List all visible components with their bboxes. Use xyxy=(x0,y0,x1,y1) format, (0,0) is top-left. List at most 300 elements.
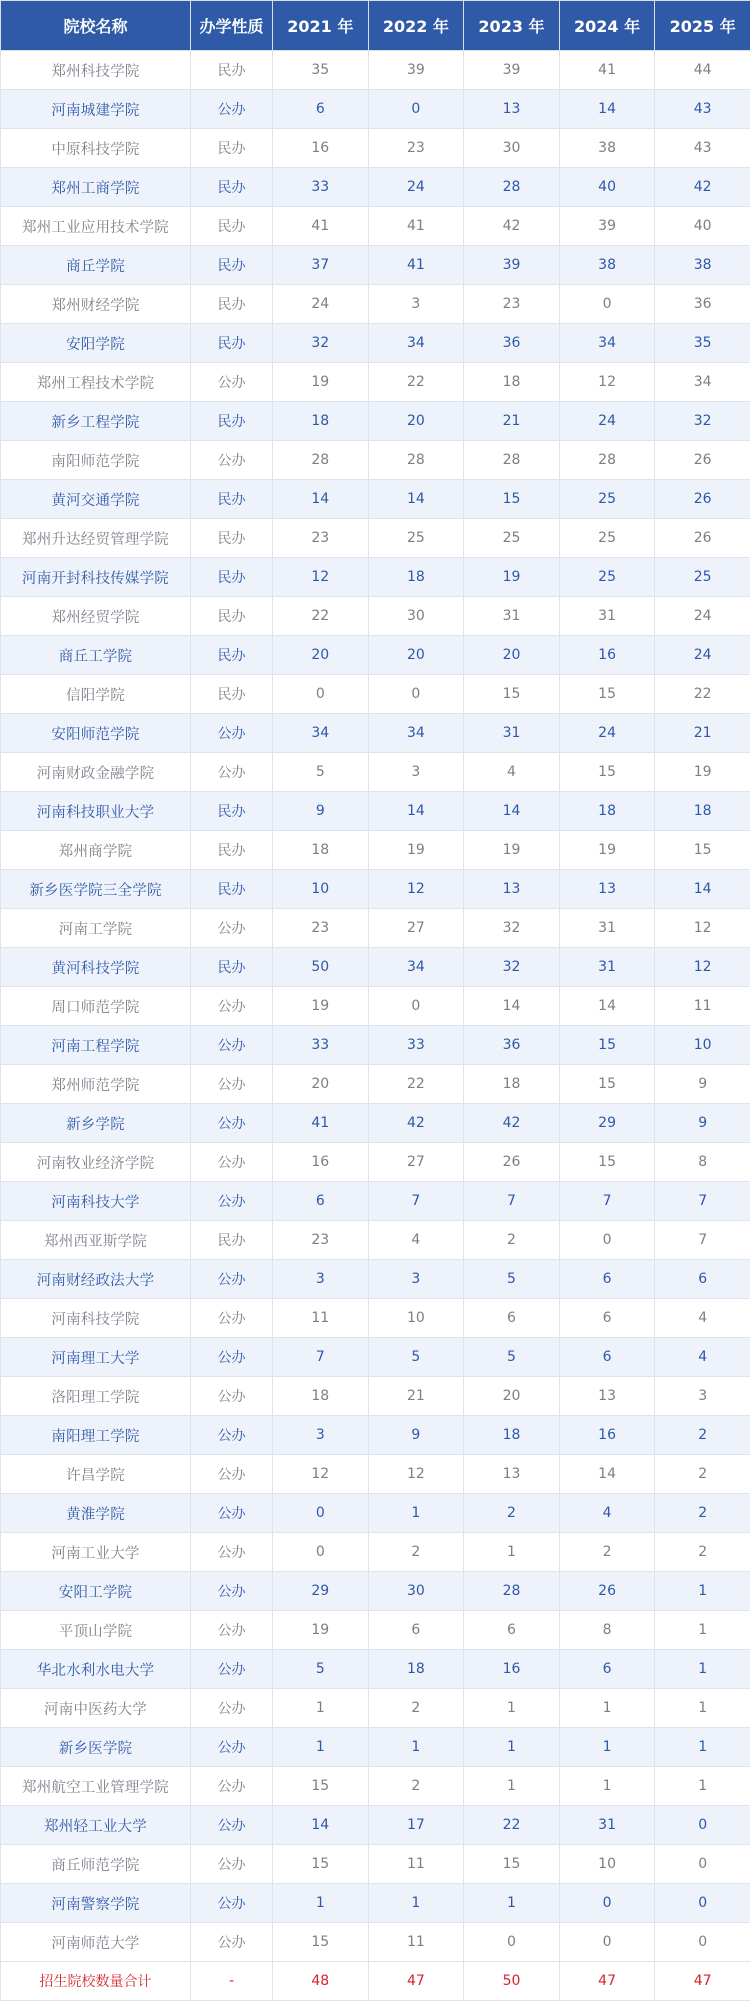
cell-count: 31 xyxy=(559,1806,655,1845)
cell-count: 1 xyxy=(655,1728,750,1767)
cell-count: 14 xyxy=(368,480,464,519)
cell-count: 5 xyxy=(273,753,369,792)
cell-school-name: 郑州经贸学院 xyxy=(1,597,191,636)
cell-count: 4 xyxy=(655,1338,750,1377)
cell-count: 19 xyxy=(464,831,560,870)
cell-count: 15 xyxy=(559,675,655,714)
table-row xyxy=(1,1650,750,1689)
cell-count: 15 xyxy=(559,1065,655,1104)
cell-school-name: 河南城建学院 xyxy=(1,90,191,129)
cell-count: 1 xyxy=(655,1767,750,1806)
cell-count: 26 xyxy=(655,519,750,558)
table-row xyxy=(1,1572,750,1611)
cell-count: 20 xyxy=(368,636,464,675)
cell-school-type: 民办 xyxy=(191,675,273,714)
cell-count: 1 xyxy=(559,1728,655,1767)
total-cell: 48 xyxy=(273,1962,369,2001)
cell-school-name: 河南财政金融学院 xyxy=(1,753,191,792)
table-row xyxy=(1,948,750,987)
cell-school-type: 公办 xyxy=(191,1416,273,1455)
cell-school-name: 安阳学院 xyxy=(1,324,191,363)
cell-count: 0 xyxy=(559,1923,655,1962)
cell-count: 41 xyxy=(368,207,464,246)
cell-count: 16 xyxy=(464,1650,560,1689)
cell-count: 9 xyxy=(655,1065,750,1104)
cell-count: 20 xyxy=(464,636,560,675)
cell-school-type: 民办 xyxy=(191,324,273,363)
cell-count: 28 xyxy=(464,1572,560,1611)
cell-school-type: 民办 xyxy=(191,597,273,636)
cell-school-type: 公办 xyxy=(191,1845,273,1884)
table-row xyxy=(1,1221,750,1260)
table-row xyxy=(1,246,750,285)
cell-count: 11 xyxy=(368,1923,464,1962)
cell-count: 11 xyxy=(368,1845,464,1884)
cell-count: 28 xyxy=(464,168,560,207)
table-row xyxy=(1,324,750,363)
cell-count: 16 xyxy=(559,1416,655,1455)
cell-count: 6 xyxy=(559,1650,655,1689)
cell-count: 20 xyxy=(273,1065,369,1104)
cell-count: 1 xyxy=(368,1494,464,1533)
cell-school-type: 公办 xyxy=(191,1104,273,1143)
cell-count: 18 xyxy=(273,402,369,441)
cell-count: 7 xyxy=(655,1221,750,1260)
cell-count: 24 xyxy=(655,636,750,675)
cell-count: 42 xyxy=(464,1104,560,1143)
cell-count: 34 xyxy=(273,714,369,753)
cell-school-name: 郑州西亚斯学院 xyxy=(1,1221,191,1260)
cell-count: 13 xyxy=(559,870,655,909)
table-row xyxy=(1,363,750,402)
table-row xyxy=(1,597,750,636)
cell-count: 22 xyxy=(464,1806,560,1845)
cell-count: 35 xyxy=(273,51,369,90)
cell-count: 11 xyxy=(655,987,750,1026)
cell-count: 3 xyxy=(368,1260,464,1299)
cell-school-type: 民办 xyxy=(191,870,273,909)
table-row xyxy=(1,636,750,675)
cell-school-name: 河南工业大学 xyxy=(1,1533,191,1572)
cell-count: 34 xyxy=(368,948,464,987)
cell-count: 1 xyxy=(464,1767,560,1806)
cell-count: 16 xyxy=(273,129,369,168)
cell-count: 33 xyxy=(368,1026,464,1065)
table-row xyxy=(1,1806,750,1845)
cell-school-type: 公办 xyxy=(191,714,273,753)
table-row xyxy=(1,558,750,597)
cell-count: 4 xyxy=(368,1221,464,1260)
cell-count: 15 xyxy=(464,1845,560,1884)
cell-count: 2 xyxy=(655,1416,750,1455)
cell-count: 12 xyxy=(559,363,655,402)
cell-count: 15 xyxy=(464,480,560,519)
cell-count: 1 xyxy=(655,1689,750,1728)
cell-school-type: 公办 xyxy=(191,1182,273,1221)
table-row xyxy=(1,1728,750,1767)
total-label: 招生院校数量合计 xyxy=(1,1962,191,2001)
cell-school-name: 黄淮学院 xyxy=(1,1494,191,1533)
cell-school-name: 河南开封科技传媒学院 xyxy=(1,558,191,597)
cell-count: 19 xyxy=(273,1611,369,1650)
cell-school-name: 河南工程学院 xyxy=(1,1026,191,1065)
cell-count: 21 xyxy=(655,714,750,753)
cell-count: 14 xyxy=(273,1806,369,1845)
cell-count: 29 xyxy=(559,1104,655,1143)
cell-count: 21 xyxy=(464,402,560,441)
cell-school-type: 公办 xyxy=(191,1533,273,1572)
cell-school-name: 河南中医药大学 xyxy=(1,1689,191,1728)
cell-school-name: 新乡工程学院 xyxy=(1,402,191,441)
cell-school-name: 安阳师范学院 xyxy=(1,714,191,753)
cell-count: 0 xyxy=(368,675,464,714)
table-row xyxy=(1,1494,750,1533)
cell-school-type: 公办 xyxy=(191,1923,273,1962)
table-row xyxy=(1,1416,750,1455)
cell-count: 23 xyxy=(464,285,560,324)
cell-school-name: 商丘工学院 xyxy=(1,636,191,675)
cell-count: 14 xyxy=(464,792,560,831)
cell-count: 15 xyxy=(273,1923,369,1962)
cell-count: 4 xyxy=(655,1299,750,1338)
cell-count: 33 xyxy=(273,168,369,207)
cell-count: 0 xyxy=(368,90,464,129)
cell-count: 41 xyxy=(273,207,369,246)
table-row xyxy=(1,129,750,168)
cell-count: 12 xyxy=(368,870,464,909)
cell-count: 3 xyxy=(368,753,464,792)
cell-school-name: 郑州升达经贸管理学院 xyxy=(1,519,191,558)
table-row xyxy=(1,207,750,246)
cell-school-type: 公办 xyxy=(191,1143,273,1182)
cell-school-name: 商丘师范学院 xyxy=(1,1845,191,1884)
table-row xyxy=(1,1611,750,1650)
cell-count: 8 xyxy=(559,1611,655,1650)
cell-count: 3 xyxy=(273,1260,369,1299)
cell-count: 29 xyxy=(273,1572,369,1611)
cell-count: 15 xyxy=(559,1143,655,1182)
cell-count: 0 xyxy=(273,1533,369,1572)
cell-count: 25 xyxy=(559,480,655,519)
table-row xyxy=(1,1143,750,1182)
cell-count: 14 xyxy=(655,870,750,909)
cell-count: 16 xyxy=(559,636,655,675)
cell-count: 14 xyxy=(559,987,655,1026)
table-body xyxy=(1,51,750,2001)
header-year: 2024 年 xyxy=(559,1,655,51)
table-row xyxy=(1,1689,750,1728)
cell-school-name: 河南师范大学 xyxy=(1,1923,191,1962)
cell-count: 31 xyxy=(559,909,655,948)
cell-school-name: 河南工学院 xyxy=(1,909,191,948)
cell-count: 23 xyxy=(273,909,369,948)
cell-count: 18 xyxy=(464,1065,560,1104)
table-row xyxy=(1,1455,750,1494)
cell-count: 26 xyxy=(655,480,750,519)
cell-count: 3 xyxy=(273,1416,369,1455)
cell-school-type: 公办 xyxy=(191,1494,273,1533)
cell-count: 25 xyxy=(559,558,655,597)
cell-count: 43 xyxy=(655,129,750,168)
cell-school-name: 中原科技学院 xyxy=(1,129,191,168)
cell-school-type: 公办 xyxy=(191,753,273,792)
cell-school-type: 公办 xyxy=(191,987,273,1026)
cell-count: 0 xyxy=(368,987,464,1026)
cell-count: 0 xyxy=(464,1923,560,1962)
header-year: 2023 年 xyxy=(464,1,560,51)
cell-count: 38 xyxy=(559,129,655,168)
cell-count: 34 xyxy=(368,714,464,753)
table-row xyxy=(1,1377,750,1416)
cell-school-type: 民办 xyxy=(191,402,273,441)
cell-count: 10 xyxy=(655,1026,750,1065)
cell-school-type: 公办 xyxy=(191,1806,273,1845)
cell-count: 34 xyxy=(559,324,655,363)
cell-school-name: 郑州工程技术学院 xyxy=(1,363,191,402)
cell-count: 1 xyxy=(464,1728,560,1767)
cell-count: 10 xyxy=(273,870,369,909)
cell-count: 9 xyxy=(273,792,369,831)
cell-count: 18 xyxy=(464,1416,560,1455)
cell-school-name: 郑州财经学院 xyxy=(1,285,191,324)
table-row xyxy=(1,1923,750,1962)
cell-count: 12 xyxy=(368,1455,464,1494)
cell-school-type: 公办 xyxy=(191,1650,273,1689)
cell-school-name: 安阳工学院 xyxy=(1,1572,191,1611)
total-cell: 47 xyxy=(559,1962,655,2001)
cell-count: 14 xyxy=(559,1455,655,1494)
cell-count: 32 xyxy=(464,948,560,987)
cell-count: 23 xyxy=(273,519,369,558)
cell-school-type: 公办 xyxy=(191,90,273,129)
cell-count: 32 xyxy=(273,324,369,363)
cell-count: 2 xyxy=(368,1689,464,1728)
cell-school-type: 公办 xyxy=(191,1572,273,1611)
table-row xyxy=(1,168,750,207)
table-row xyxy=(1,1182,750,1221)
total-cell: - xyxy=(191,1962,273,2001)
cell-count: 18 xyxy=(464,363,560,402)
cell-school-type: 公办 xyxy=(191,1884,273,1923)
cell-count: 43 xyxy=(655,90,750,129)
cell-count: 36 xyxy=(655,285,750,324)
cell-count: 1 xyxy=(368,1884,464,1923)
cell-count: 3 xyxy=(655,1377,750,1416)
cell-count: 2 xyxy=(464,1221,560,1260)
cell-count: 26 xyxy=(559,1572,655,1611)
cell-count: 10 xyxy=(559,1845,655,1884)
cell-count: 34 xyxy=(368,324,464,363)
table-row xyxy=(1,1260,750,1299)
cell-count: 39 xyxy=(368,51,464,90)
table-row xyxy=(1,1299,750,1338)
cell-count: 6 xyxy=(559,1299,655,1338)
cell-count: 37 xyxy=(273,246,369,285)
cell-school-name: 新乡学院 xyxy=(1,1104,191,1143)
table-header-row xyxy=(1,1,750,51)
cell-count: 41 xyxy=(273,1104,369,1143)
cell-count: 1 xyxy=(655,1650,750,1689)
cell-count: 1 xyxy=(273,1884,369,1923)
table-row xyxy=(1,1884,750,1923)
cell-school-name: 郑州工业应用技术学院 xyxy=(1,207,191,246)
cell-school-name: 河南牧业经济学院 xyxy=(1,1143,191,1182)
table-row xyxy=(1,51,750,90)
cell-school-name: 郑州航空工业管理学院 xyxy=(1,1767,191,1806)
cell-count: 1 xyxy=(464,1689,560,1728)
cell-count: 26 xyxy=(464,1143,560,1182)
cell-count: 15 xyxy=(559,1026,655,1065)
cell-count: 3 xyxy=(368,285,464,324)
table-row xyxy=(1,1533,750,1572)
cell-count: 17 xyxy=(368,1806,464,1845)
cell-count: 44 xyxy=(655,51,750,90)
cell-school-name: 信阳学院 xyxy=(1,675,191,714)
cell-school-name: 河南警察学院 xyxy=(1,1884,191,1923)
cell-count: 19 xyxy=(655,753,750,792)
cell-count: 25 xyxy=(464,519,560,558)
cell-count: 28 xyxy=(559,441,655,480)
cell-count: 27 xyxy=(368,1143,464,1182)
cell-count: 6 xyxy=(655,1260,750,1299)
cell-count: 39 xyxy=(464,246,560,285)
cell-count: 0 xyxy=(559,1884,655,1923)
table-row xyxy=(1,90,750,129)
cell-count: 23 xyxy=(368,129,464,168)
cell-count: 31 xyxy=(464,714,560,753)
cell-count: 24 xyxy=(559,402,655,441)
cell-count: 28 xyxy=(368,441,464,480)
cell-count: 2 xyxy=(368,1767,464,1806)
cell-school-type: 公办 xyxy=(191,1260,273,1299)
cell-count: 20 xyxy=(464,1377,560,1416)
cell-school-type: 公办 xyxy=(191,1299,273,1338)
cell-count: 20 xyxy=(273,636,369,675)
cell-count: 13 xyxy=(559,1377,655,1416)
cell-count: 15 xyxy=(273,1845,369,1884)
cell-count: 2 xyxy=(559,1533,655,1572)
table-row xyxy=(1,480,750,519)
total-cell: 50 xyxy=(464,1962,560,2001)
cell-count: 36 xyxy=(464,1026,560,1065)
cell-school-type: 民办 xyxy=(191,831,273,870)
cell-count: 15 xyxy=(464,675,560,714)
cell-school-type: 公办 xyxy=(191,1065,273,1104)
cell-count: 24 xyxy=(559,714,655,753)
cell-count: 6 xyxy=(368,1611,464,1650)
cell-count: 18 xyxy=(655,792,750,831)
cell-count: 14 xyxy=(273,480,369,519)
cell-count: 1 xyxy=(464,1884,560,1923)
cell-count: 4 xyxy=(559,1494,655,1533)
cell-count: 28 xyxy=(273,441,369,480)
cell-count: 5 xyxy=(273,1650,369,1689)
cell-count: 13 xyxy=(464,1455,560,1494)
cell-count: 0 xyxy=(655,1806,750,1845)
cell-school-type: 民办 xyxy=(191,558,273,597)
cell-count: 22 xyxy=(655,675,750,714)
cell-count: 15 xyxy=(655,831,750,870)
cell-school-type: 民办 xyxy=(191,168,273,207)
cell-count: 31 xyxy=(559,597,655,636)
cell-count: 21 xyxy=(368,1377,464,1416)
cell-school-name: 郑州科技学院 xyxy=(1,51,191,90)
cell-school-type: 公办 xyxy=(191,1767,273,1806)
header-school-type: 办学性质 xyxy=(191,1,273,51)
cell-school-name: 河南科技学院 xyxy=(1,1299,191,1338)
cell-count: 25 xyxy=(655,558,750,597)
cell-count: 0 xyxy=(559,285,655,324)
cell-school-type: 公办 xyxy=(191,441,273,480)
cell-count: 36 xyxy=(464,324,560,363)
cell-school-type: 民办 xyxy=(191,51,273,90)
cell-count: 6 xyxy=(559,1338,655,1377)
cell-count: 12 xyxy=(655,909,750,948)
cell-count: 18 xyxy=(559,792,655,831)
cell-school-type: 公办 xyxy=(191,1455,273,1494)
cell-school-name: 黄河科技学院 xyxy=(1,948,191,987)
cell-count: 2 xyxy=(368,1533,464,1572)
cell-school-type: 民办 xyxy=(191,1221,273,1260)
table-row xyxy=(1,1104,750,1143)
cell-school-type: 公办 xyxy=(191,1377,273,1416)
table-row xyxy=(1,1845,750,1884)
cell-school-name: 郑州商学院 xyxy=(1,831,191,870)
cell-school-type: 公办 xyxy=(191,1611,273,1650)
cell-count: 2 xyxy=(655,1455,750,1494)
cell-count: 0 xyxy=(273,1494,369,1533)
cell-school-type: 公办 xyxy=(191,909,273,948)
cell-count: 1 xyxy=(655,1611,750,1650)
cell-school-type: 民办 xyxy=(191,792,273,831)
cell-count: 18 xyxy=(368,558,464,597)
cell-school-name: 洛阳理工学院 xyxy=(1,1377,191,1416)
cell-count: 40 xyxy=(559,168,655,207)
cell-count: 42 xyxy=(655,168,750,207)
cell-count: 7 xyxy=(655,1182,750,1221)
cell-count: 0 xyxy=(655,1845,750,1884)
cell-count: 19 xyxy=(559,831,655,870)
cell-count: 25 xyxy=(368,519,464,558)
cell-count: 12 xyxy=(273,558,369,597)
cell-school-type: 公办 xyxy=(191,363,273,402)
cell-count: 1 xyxy=(368,1728,464,1767)
cell-count: 19 xyxy=(273,987,369,1026)
cell-count: 5 xyxy=(368,1338,464,1377)
cell-count: 38 xyxy=(655,246,750,285)
cell-count: 10 xyxy=(368,1299,464,1338)
cell-count: 1 xyxy=(273,1689,369,1728)
cell-count: 25 xyxy=(559,519,655,558)
cell-count: 30 xyxy=(368,1572,464,1611)
cell-count: 38 xyxy=(559,246,655,285)
cell-count: 22 xyxy=(368,363,464,402)
cell-count: 30 xyxy=(368,597,464,636)
cell-school-type: 民办 xyxy=(191,636,273,675)
table-total-row xyxy=(1,1962,750,2001)
cell-count: 14 xyxy=(368,792,464,831)
cell-count: 7 xyxy=(464,1182,560,1221)
cell-count: 1 xyxy=(273,1728,369,1767)
total-cell: 47 xyxy=(368,1962,464,2001)
cell-count: 12 xyxy=(273,1455,369,1494)
cell-count: 32 xyxy=(464,909,560,948)
cell-count: 7 xyxy=(273,1338,369,1377)
cell-school-name: 郑州工商学院 xyxy=(1,168,191,207)
cell-count: 42 xyxy=(464,207,560,246)
cell-school-name: 平顶山学院 xyxy=(1,1611,191,1650)
cell-count: 14 xyxy=(464,987,560,1026)
